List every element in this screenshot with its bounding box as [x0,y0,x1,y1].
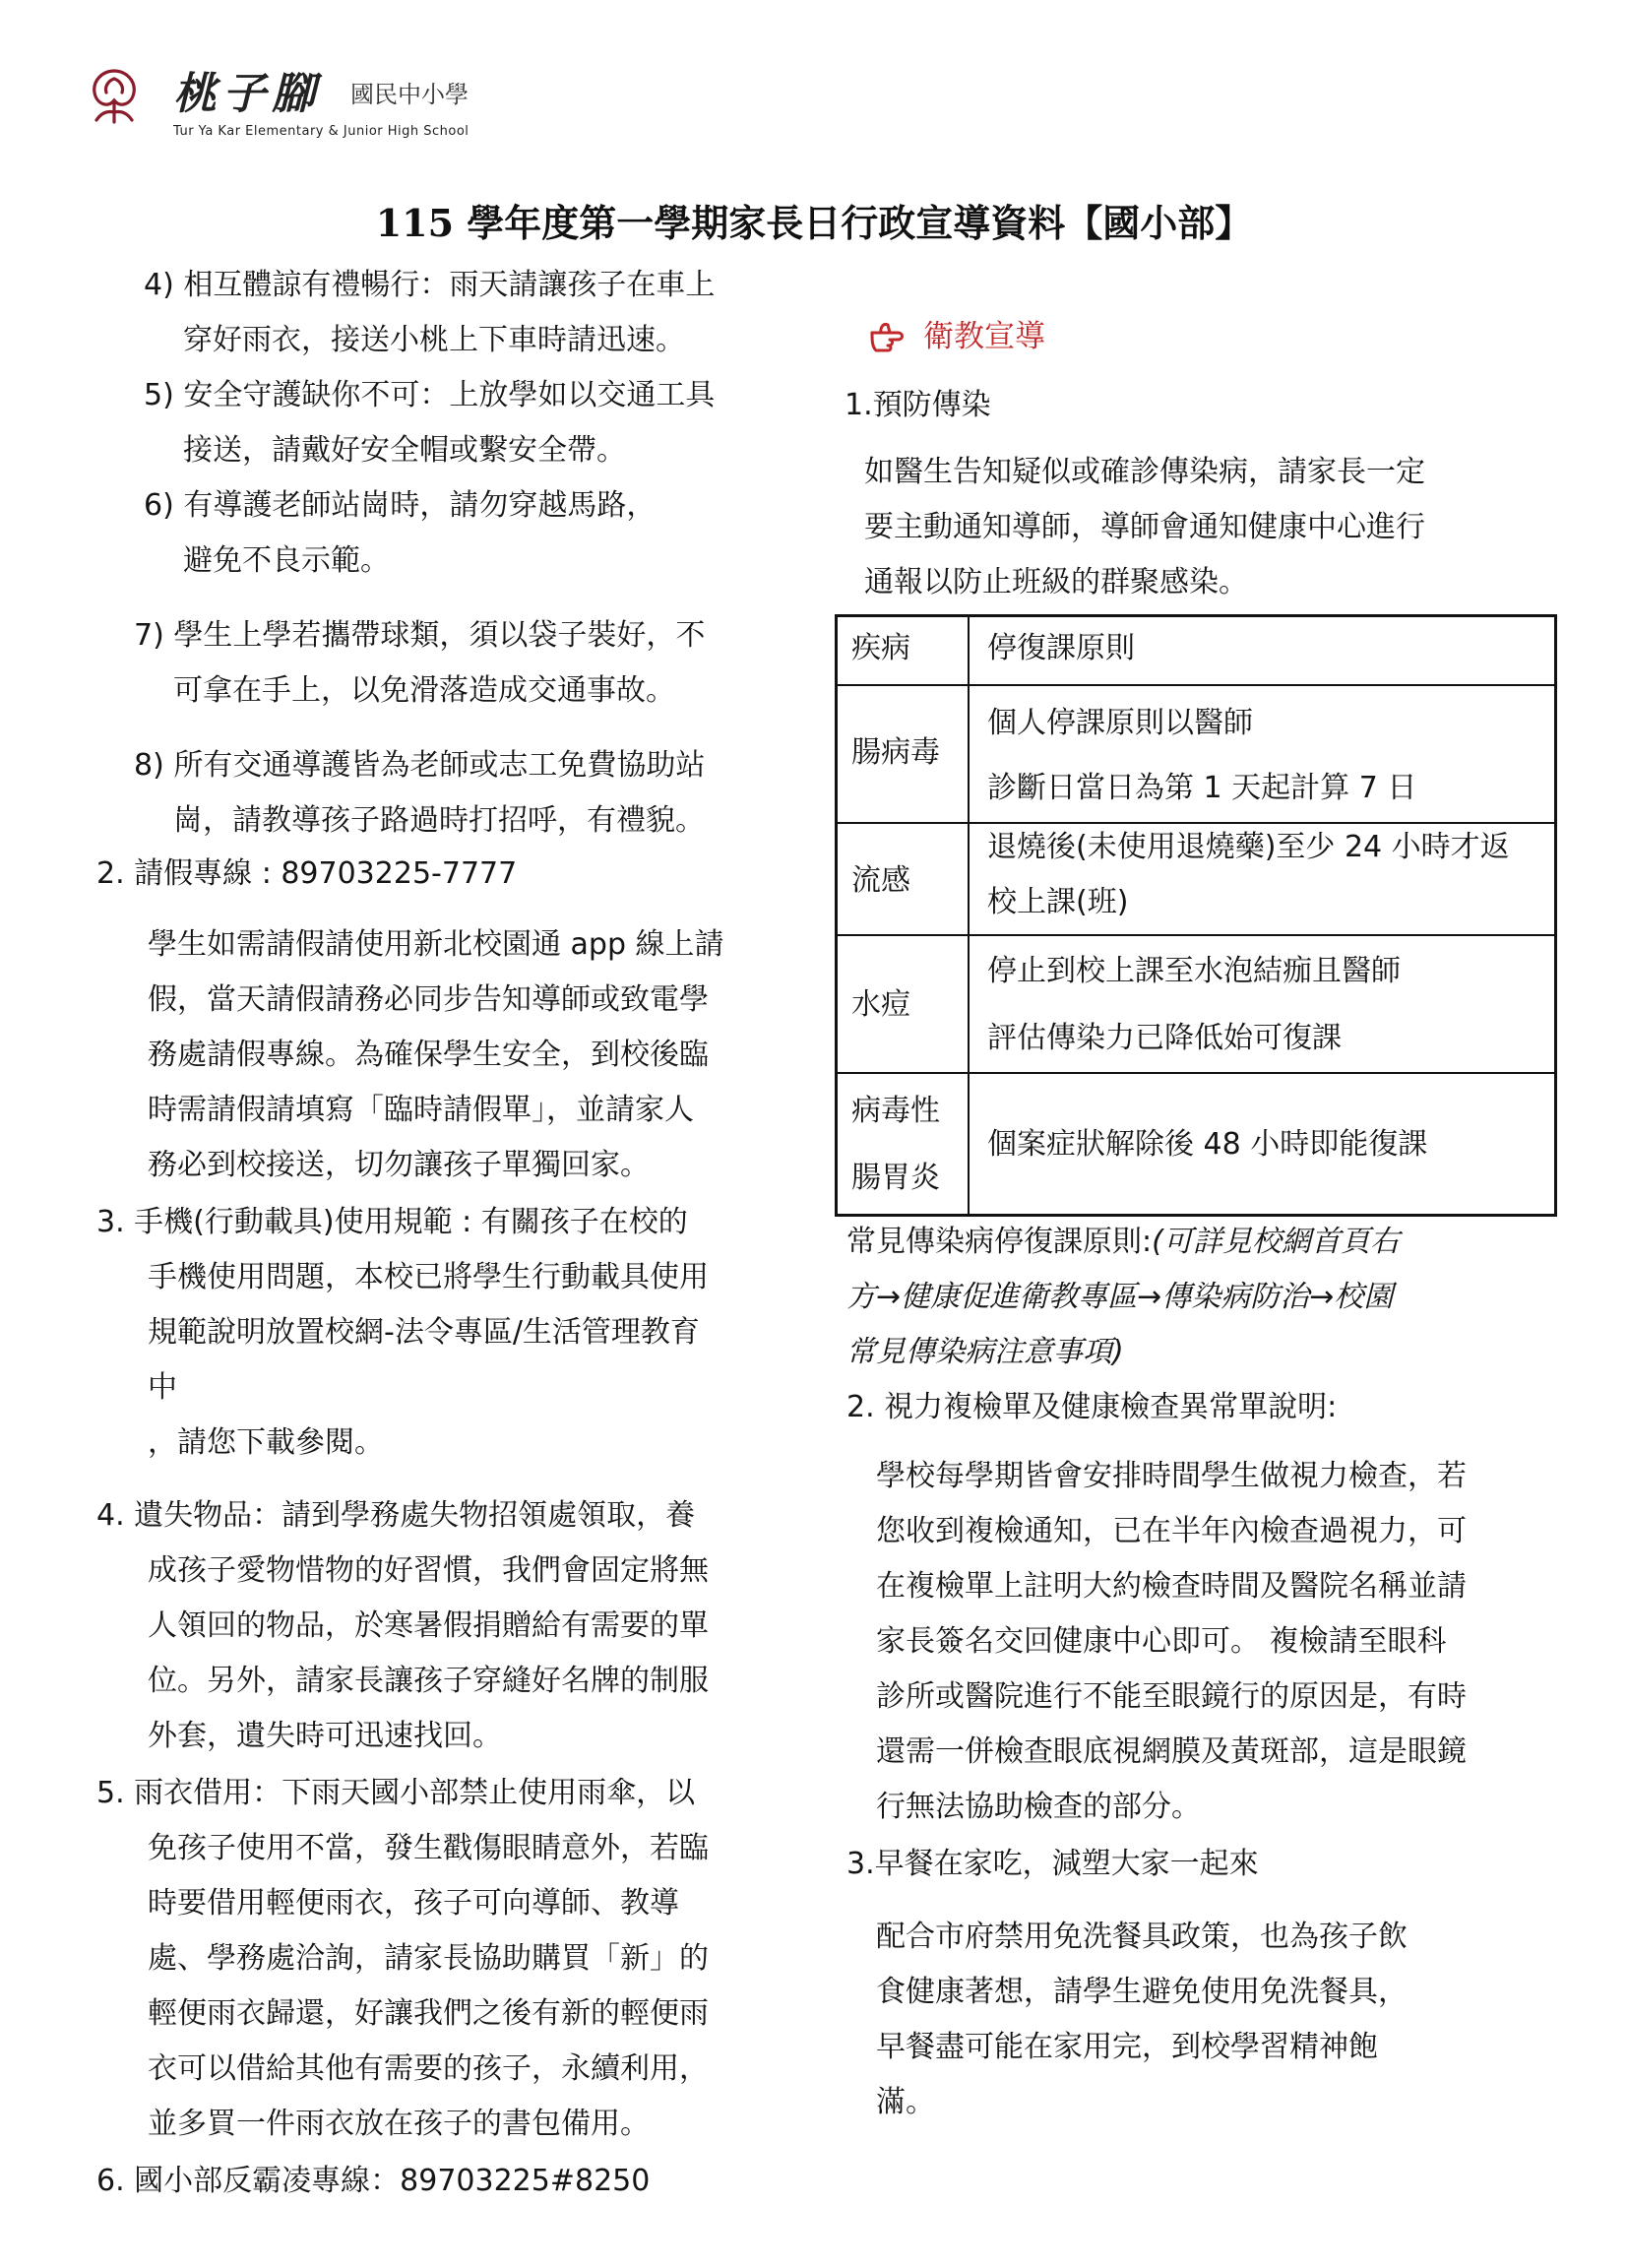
item7-line2: 可拿在手上，以免滑落造成交通事故。 [173,673,675,708]
sec6-line: 6. 國小部反霸凌專線：89703225#8250 [96,2164,651,2198]
table-header-disease: 疾病 [851,631,910,665]
p3-title: 3.早餐在家吃，減塑大家一起來 [846,1847,1259,1881]
p2-body-line3: 在複檢單上註明大約檢查時間及醫院名稱並請 [876,1569,1467,1604]
school-name-en: Tur Ya Kar Elementary & Junior High School [173,124,470,139]
p1-body-line3: 通報以防止班級的群聚感染。 [864,565,1248,599]
table-rule-3-line1: 停止到校上課至水泡結痂且醫師 [987,954,1401,988]
sec5-line1: 5. 雨衣借用：下雨天國小部禁止使用雨傘，以 [96,1776,696,1810]
sec3-line2: 手機使用問題，本校已將學生行動載具使用 [148,1260,709,1294]
item4-line2: 穿好雨衣，接送小桃上下車時請迅速。 [183,323,685,357]
disease-rules-table [835,614,1557,1217]
p2-body-line6: 還需一併檢查眼底視網膜及黃斑部，這是眼鏡 [876,1734,1467,1769]
sec5-line5: 輕便雨衣歸還，好讓我們之後有新的輕便雨 [148,1996,709,2031]
table-disease-1: 腸病毒 [851,735,940,770]
note-line2: 方→健康促進衛教專區→傳染病防治→校園 [846,1280,1394,1314]
sec3-line4: 中 [148,1370,177,1405]
sec4-line1: 4. 遺失物品：請到學務處失物招領處領取，養 [96,1498,696,1533]
p3-body-line4: 滿。 [876,2085,935,2119]
p1-body-line2: 要主動通知導師，導師會通知健康中心進行 [864,510,1425,544]
health-education-heading: 衛教宣導 [923,319,1045,354]
pointing-hand-icon [868,317,913,356]
p2-body-line7: 行無法協助檢查的部分。 [876,1790,1201,1824]
table-rule-2-line1: 退燒後(未使用退燒藥)至少 24 小時才返 [987,830,1510,864]
p1-title: 1.預防傳染 [845,388,991,422]
sec2-body-line1: 學生如需請假請使用新北校園通 app 線上請 [148,927,724,962]
item5-line1: 5) 安全守護缺你不可：上放學如以交通工具 [144,378,716,412]
p2-title: 2. 視力複檢單及健康檢查異常單說明: [846,1390,1338,1424]
sec3-line5: ，請您下載參閱。 [148,1425,384,1460]
table-disease-4-line1: 病毒性 [851,1094,940,1128]
school-type: 國民中小學 [350,81,469,108]
sec5-line6: 衣可以借給其他有需要的孩子，永續利用， [148,2051,709,2086]
item8-line2: 崗，請教導孩子路過時打招呼，有禮貌。 [173,803,705,838]
item8-line1: 8) 所有交通導護皆為老師或志工免費協助站 [134,748,706,783]
page-title: 115 學年度第一學期家長日行政宣導資料【國小部】 [375,201,1253,245]
sec2-body-line4: 時需請假請填寫「臨時請假單」，並請家人 [148,1093,694,1127]
p3-body-line3: 早餐盡可能在家用完，到校學習精神飽 [876,2030,1378,2064]
table-disease-3: 水痘 [851,987,910,1022]
note-italic-1: (可詳見校網首頁右 [1152,1225,1400,1259]
note-line3: 常見傳染病注意事項) [846,1335,1124,1369]
sec4-line3: 人領回的物品，於寒暑假捐贈給有需要的單 [148,1608,709,1643]
sec4-line5: 外套，遺失時可迅速找回。 [148,1719,502,1753]
item7-line1: 7) 學生上學若攜帶球類，須以袋子裝好，不 [134,618,706,653]
sec4-line2: 成孩子愛物惜物的好習慣，我們會固定將無 [148,1553,709,1588]
p2-body-line1: 學校每學期皆會安排時間學生做視力檢查，若 [876,1459,1467,1493]
table-header-rule: 停復課原則 [987,631,1135,665]
sec2-body-line5: 務必到校接送，切勿讓孩子單獨回家。 [148,1148,650,1182]
note-prefix: 常見傳染病停復課原則: [846,1225,1153,1259]
sec5-line7: 並多買一件雨衣放在孩子的書包備用。 [148,2107,650,2141]
table-disease-2: 流感 [851,863,910,898]
school-logo-icon [85,65,144,128]
sec5-line4: 處、學務處洽詢，請家長協助購買「新」的 [148,1941,709,1976]
sec2-title: 2. 請假專線 : 89703225-7777 [96,856,518,891]
p3-body-line1: 配合市府禁用免洗餐具政策，也為孩子飲 [876,1920,1408,1954]
school-name-cn: 桃子腳 [173,69,321,119]
item5-line2: 接送，請戴好安全帽或繫安全帶。 [183,433,626,468]
p2-body-line5: 診所或醫院進行不能至眼鏡行的原因是，有時 [876,1679,1467,1714]
table-disease-4-line2: 腸胃炎 [851,1161,940,1195]
p2-body-line2: 您收到複檢通知，已在半年內檢查過視力，可 [876,1514,1467,1548]
sec2-body-line2: 假，當天請假請務必同步告知導師或致電學 [148,982,709,1017]
table-rule-1-line2: 診斷日當日為第 1 天起計算 7 日 [987,771,1417,805]
sec5-line2: 免孩子使用不當，發生戳傷眼睛意外，若臨 [148,1831,709,1865]
table-rule-4: 個案症狀解除後 48 小時即能復課 [987,1127,1428,1162]
sec5-line3: 時要借用輕便雨衣，孩子可向導師、教導 [148,1886,679,1921]
sec2-body-line3: 務處請假專線。為確保學生安全，到校後臨 [148,1038,709,1072]
item6-line1: 6) 有導護老師站崗時，請勿穿越馬路， [144,488,657,523]
sec3-line1: 3. 手機(行動載具)使用規範 : 有關孩子在校的 [96,1205,688,1239]
sec3-line3: 規範說明放置校網-法令專區/生活管理教育 [148,1315,700,1350]
p1-body-line1: 如醫生告知疑似或確診傳染病，請家長一定 [864,455,1425,489]
table-rule-1-line1: 個人停課原則以醫師 [987,706,1253,740]
p2-body-line4: 家長簽名交回健康中心即可。 複檢請至眼科 [876,1624,1447,1659]
p3-body-line2: 食健康著想，請學生避免使用免洗餐具， [876,1975,1408,2009]
table-rule-3-line2: 評估傳染力已降低始可復課 [987,1021,1342,1055]
sec4-line4: 位。另外，請家長讓孩子穿縫好名牌的制服 [148,1664,709,1698]
table-rule-2-line2: 校上課(班) [987,885,1129,919]
item4-line1: 4) 相互體諒有禮暢行：雨天請讓孩子在車上 [144,268,716,302]
note-line1 [846,1223,1400,1262]
item6-line2: 避免不良示範。 [183,543,390,578]
